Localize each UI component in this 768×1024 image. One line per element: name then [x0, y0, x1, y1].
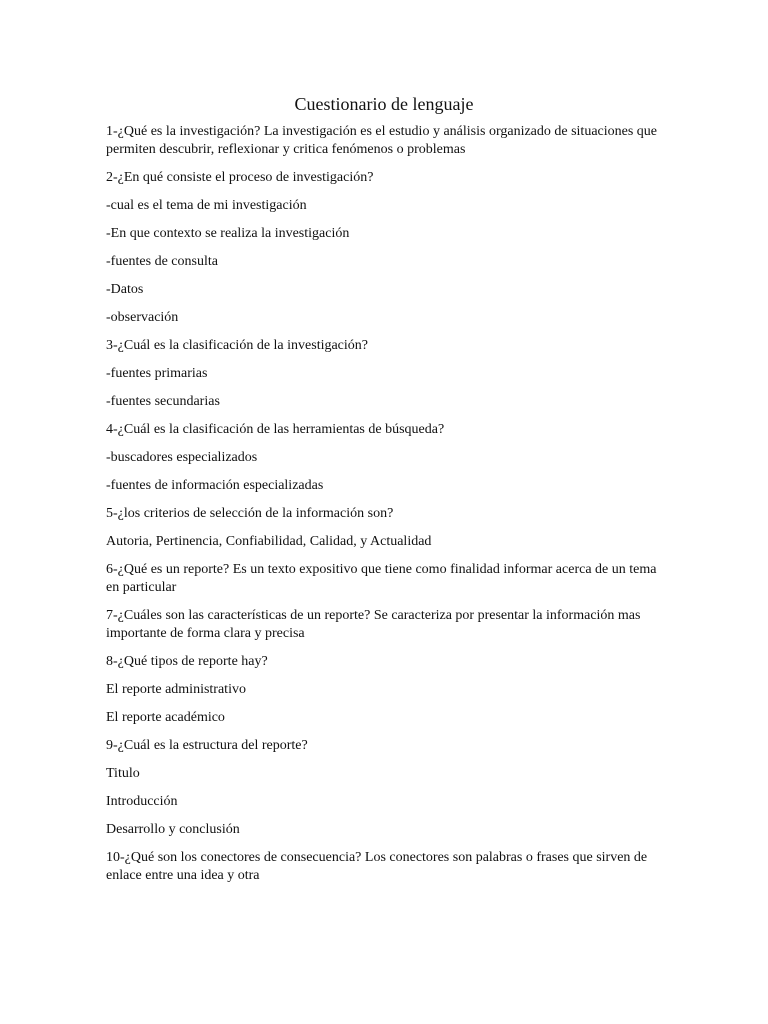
paragraph: Introducción [106, 794, 178, 809]
paragraph: 8-¿Qué tipos de reporte hay? [106, 654, 268, 669]
paragraph: -observación [106, 310, 179, 325]
paragraph: -Datos [106, 282, 144, 297]
paragraph: 7-¿Cuáles son las características de un reporte? Se caracteriza por presentar la información mas importante de forma clara y precisa [106, 608, 641, 641]
paragraph: -cual es el tema de mi investigación [106, 198, 307, 213]
paragraph: Autoria, Pertinencia, Confiabilidad, Calidad, y Actualidad [106, 534, 432, 549]
paragraph: El reporte administrativo [106, 682, 246, 697]
paragraph: El reporte académico [106, 710, 225, 725]
paragraph: 9-¿Cuál es la estructura del reporte? [106, 738, 308, 753]
document-title: Cuestionario de lenguaje [294, 94, 474, 114]
paragraph: Desarrollo y conclusión [106, 822, 240, 837]
paragraph: Titulo [106, 766, 140, 781]
paragraph: -buscadores especializados [106, 450, 258, 465]
paragraph: 10-¿Qué son los conectores de consecuencia? Los conectores son palabras o frases que sirven de enlace entre una idea y otra [106, 850, 648, 883]
paragraph: 3-¿Cuál es la clasificación de la investigación? [106, 338, 369, 353]
paragraph: -En que contexto se realiza la investigación [106, 226, 350, 241]
paragraph: 5-¿los criterios de selección de la información son? [106, 506, 394, 521]
paragraph: -fuentes de información especializadas [106, 478, 324, 493]
paragraph: -fuentes secundarias [106, 394, 220, 409]
paragraph: -fuentes de consulta [106, 254, 218, 269]
paragraph: -fuentes primarias [106, 366, 208, 381]
document-body [106, 123, 666, 895]
paragraph: 1-¿Qué es la investigación? La investigación es el estudio y análisis organizado de situaciones que permiten descubrir, reflexionar y critica fenómenos o problemas [106, 124, 658, 157]
paragraph: 2-¿En qué consiste el proceso de investigación? [106, 170, 374, 185]
paragraph: 6-¿Qué es un reporte? Es un texto expositivo que tiene como finalidad informar acerca de un tema en particular [106, 562, 657, 595]
paragraph: 4-¿Cuál es la clasificación de las herramientas de búsqueda? [106, 422, 445, 437]
